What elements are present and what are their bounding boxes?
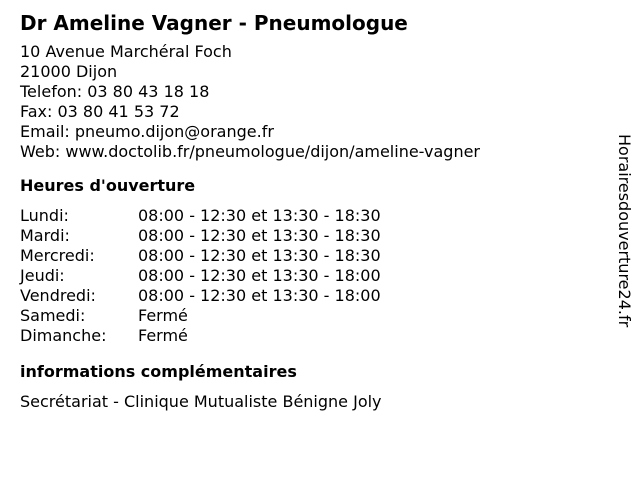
day-hours: 08:00 - 12:30 et 13:30 - 18:30 xyxy=(138,226,381,245)
address-line-2: 21000 Dijon xyxy=(20,62,118,81)
day-hours: 08:00 - 12:30 et 13:30 - 18:30 xyxy=(138,206,381,225)
site-watermark: Horairesdouverture24.fr xyxy=(615,134,634,328)
hours-row-sunday xyxy=(20,326,600,346)
day-label: Mercredi: xyxy=(20,246,95,265)
day-label: Mardi: xyxy=(20,226,70,245)
day-label: Lundi: xyxy=(20,206,69,225)
hours-row-monday xyxy=(20,206,600,226)
hours-row-saturday xyxy=(20,306,600,326)
day-label: Dimanche: xyxy=(20,326,107,345)
web-line: Web: www.doctolib.fr/pneumologue/dijon/ameline-vagner xyxy=(20,142,481,161)
hours-row-friday xyxy=(20,286,600,306)
hours-row-thursday xyxy=(20,266,600,286)
fax-line: Fax: 03 80 41 53 72 xyxy=(20,102,180,121)
day-label: Jeudi: xyxy=(20,266,65,285)
email-line: Email: pneumo.dijon@orange.fr xyxy=(20,122,274,141)
day-label: Vendredi: xyxy=(20,286,96,305)
address-line-1: 10 Avenue Marchéral Foch xyxy=(20,42,232,61)
contact-block xyxy=(20,42,600,162)
day-label: Samedi: xyxy=(20,306,86,325)
hours-heading: Heures d'ouverture xyxy=(20,176,196,195)
page-title: Dr Ameline Vagner - Pneumologue xyxy=(20,11,408,35)
day-hours: 08:00 - 12:30 et 13:30 - 18:00 xyxy=(138,286,381,305)
extra-info-heading: informations complémentaires xyxy=(20,362,297,381)
hours-table xyxy=(20,206,600,346)
day-hours: Fermé xyxy=(138,306,188,325)
phone-line: Telefon: 03 80 43 18 18 xyxy=(20,82,210,101)
day-hours: 08:00 - 12:30 et 13:30 - 18:00 xyxy=(138,266,381,285)
hours-row-wednesday xyxy=(20,246,600,266)
day-hours: 08:00 - 12:30 et 13:30 - 18:30 xyxy=(138,246,381,265)
extra-info-text: Secrétariat - Clinique Mutualiste Bénigne Joly xyxy=(20,392,382,411)
day-hours: Fermé xyxy=(138,326,188,345)
hours-row-tuesday xyxy=(20,226,600,246)
info-card xyxy=(20,10,600,412)
